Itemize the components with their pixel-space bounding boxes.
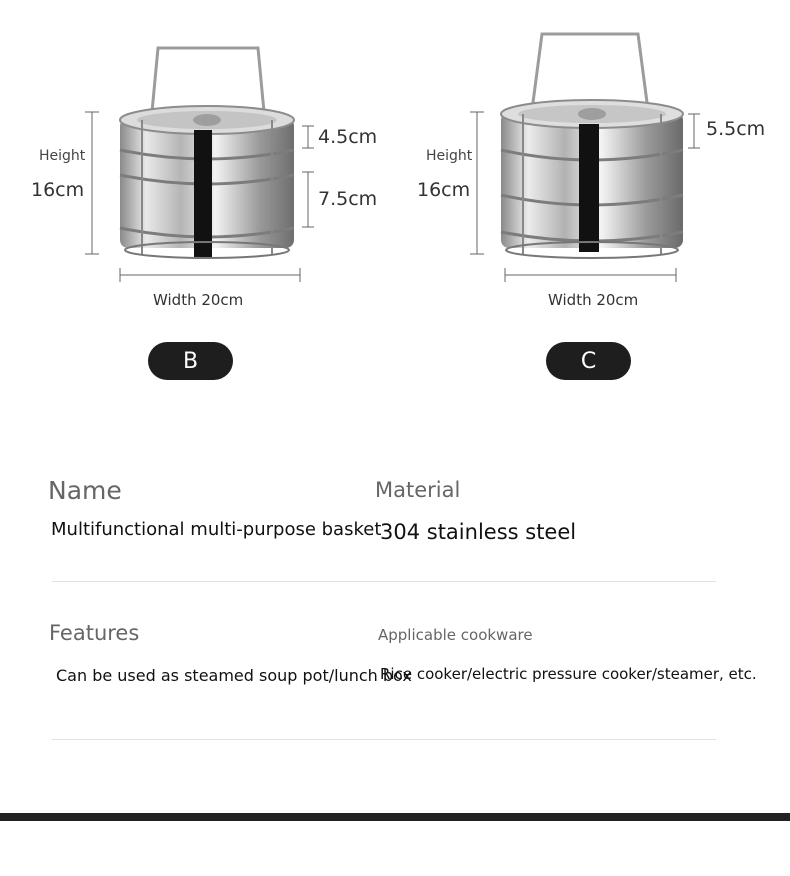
height-value: 16cm — [417, 179, 471, 201]
cookware-value: Rice cooker/electric pressure cooker/steamer, etc. — [380, 665, 757, 683]
product-b-figure — [0, 0, 395, 400]
height-label: Height — [39, 148, 86, 164]
height-label: Height — [426, 148, 473, 164]
name-value: Multifunctional multi-purpose basket — [51, 519, 382, 540]
height-value: 16cm — [31, 179, 85, 201]
name-title: Name — [48, 476, 122, 505]
bottom-bar — [0, 813, 790, 821]
badge-c — [546, 342, 631, 380]
badge-label: B — [182, 348, 199, 374]
tier-dim-top: 4.5cm — [318, 126, 378, 148]
width-label: Width 20cm — [548, 291, 639, 309]
material-value: 304 stainless steel — [380, 520, 577, 544]
width-label: Width 20cm — [153, 291, 244, 309]
badge-label: C — [580, 348, 597, 374]
tier-dim-top: 5.5cm — [706, 118, 766, 140]
material-title: Material — [375, 478, 461, 502]
tier-dim-middle: 7.5cm — [318, 188, 378, 210]
features-value: Can be used as steamed soup pot/lunch box — [56, 666, 412, 685]
features-title: Features — [49, 621, 140, 645]
cookware-title: Applicable cookware — [378, 626, 533, 644]
divider — [52, 581, 716, 582]
badge-b — [148, 342, 233, 380]
divider — [52, 739, 716, 740]
spec-table — [0, 460, 790, 760]
product-c-figure — [395, 0, 790, 400]
